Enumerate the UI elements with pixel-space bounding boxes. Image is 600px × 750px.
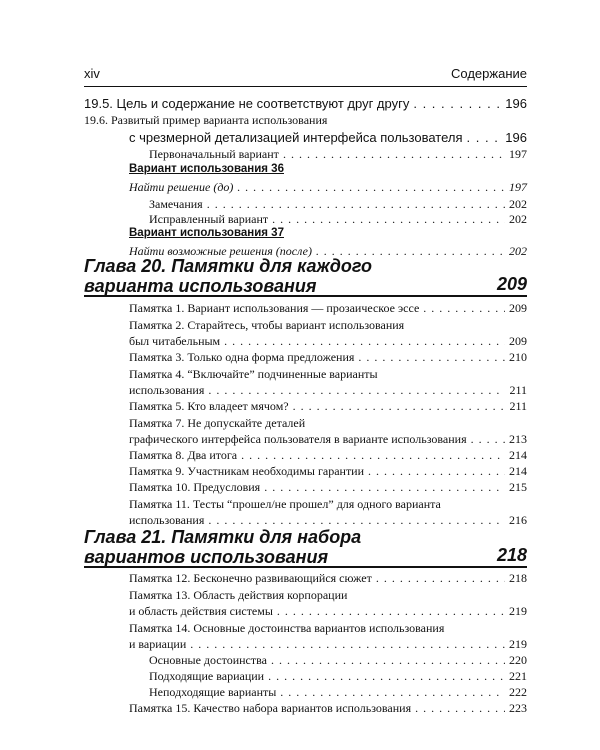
- chapter-20-heading[interactable]: [84, 256, 527, 296]
- variant-37-label: Вариант использования 37: [129, 227, 284, 239]
- toc-entry[interactable]: Памятка 8. Два итога . . . 214: [129, 448, 527, 463]
- toc-entry[interactable]: Памятка 1. Вариант использования — прозаическое эссе . . . 209: [129, 301, 527, 316]
- dot-leader: [241, 448, 505, 463]
- dot-leader: [190, 637, 505, 652]
- dot-leader: [224, 334, 505, 349]
- toc-entry[interactable]: использования . . . 216: [129, 513, 527, 528]
- page-header: [84, 66, 527, 88]
- chapter-divider: [84, 566, 527, 568]
- entry-page: 196: [505, 96, 527, 111]
- toc-entry[interactable]: Памятка 3. Только одна форма предложения . . . 210: [129, 350, 527, 365]
- dot-leader: [208, 383, 505, 398]
- toc-sub-entry[interactable]: Подходящие вариации . . . 221: [149, 669, 527, 684]
- page-number: xiv: [84, 66, 100, 81]
- toc-entry-19-6[interactable]: 19.6. Развитый пример варианта использования: [84, 113, 328, 127]
- dot-leader: [268, 669, 505, 684]
- chapter-title-line: вариантов использования: [84, 547, 329, 567]
- variant-37-title[interactable]: Найти возможные решения (после) . . . 202: [129, 244, 527, 259]
- dot-leader: [413, 96, 501, 111]
- entry-text: 19.5. Цель и содержание не соответствуют друг другу: [84, 96, 410, 111]
- dot-leader: [368, 464, 505, 479]
- toc-entry-line[interactable]: Памятка 2. Старайтесь, чтобы вариант использования: [129, 318, 405, 332]
- chapter-page: 218: [496, 545, 527, 565]
- toc-entry[interactable]: графического интерфейса пользователя в варианте использования . . . 213: [129, 432, 527, 447]
- toc-entry[interactable]: Памятка 9. Участникам необходимы гарантии . . . 214: [129, 464, 527, 479]
- dot-leader: [467, 130, 502, 145]
- toc-sub-entry[interactable]: Основные достоинства . . . 220: [149, 653, 527, 668]
- chapter-title-line: Глава 20. Памятки для каждого: [84, 256, 373, 276]
- dot-leader: [415, 701, 505, 716]
- toc-sub-entry[interactable]: Замечания . . . 202: [149, 197, 527, 212]
- toc-entry-line[interactable]: Памятка 11. Тесты “прошел/не прошел” для одного варианта: [129, 497, 441, 511]
- toc-entry-line[interactable]: Памятка 4. “Включайте” подчиненные варианты: [129, 367, 378, 381]
- toc-entry-19-6-cont[interactable]: [129, 130, 527, 145]
- dot-leader: [208, 513, 505, 528]
- dot-leader: [237, 180, 505, 195]
- dot-leader: [280, 685, 505, 700]
- dot-leader: [272, 212, 505, 227]
- toc-entry[interactable]: и вариации . . . 219: [129, 637, 527, 652]
- toc-entry-line[interactable]: Памятка 13. Область действия корпорации: [129, 588, 348, 602]
- chapter-page: 209: [496, 274, 527, 294]
- variant-36-label: Вариант использования 36: [129, 163, 284, 175]
- toc-entry[interactable]: Памятка 10. Предусловия . . . 215: [129, 480, 527, 495]
- chapter-title-line: варианта использования: [84, 276, 317, 296]
- toc-entry[interactable]: был читабельным . . . 209: [129, 334, 527, 349]
- dot-leader: [293, 399, 506, 414]
- variant-36-title[interactable]: Найти решение (до) . . . 197: [129, 180, 527, 195]
- dot-leader: [264, 480, 505, 495]
- entry-text: с чрезмерной детализацией интерфейса пользователя: [129, 130, 463, 145]
- toc-entry[interactable]: и область действия системы . . . 219: [129, 604, 527, 619]
- dot-leader: [358, 350, 505, 365]
- toc-entry[interactable]: Памятка 15. Качество набора вариантов использования . . . 223: [129, 701, 527, 716]
- toc-entry[interactable]: использования . . . 211: [129, 383, 527, 398]
- dot-leader: [277, 604, 505, 619]
- dot-leader: [271, 653, 505, 668]
- toc-entry-line[interactable]: Памятка 7. Не допускайте деталей: [129, 416, 306, 430]
- toc-entry-line[interactable]: Памятка 14. Основные достоинства вариантов использования: [129, 621, 445, 635]
- header-divider: [84, 86, 527, 87]
- chapter-21-heading[interactable]: [84, 527, 527, 567]
- running-title: Содержание: [451, 66, 527, 81]
- chapter-divider: [84, 295, 527, 297]
- toc-entry[interactable]: Памятка 5. Кто владеет мячом? . . . 211: [129, 399, 527, 414]
- chapter-title-line: Глава 21. Памятки для набора: [84, 527, 362, 547]
- dot-leader: [471, 432, 505, 447]
- toc-sub-entry[interactable]: Первоначальный вариант . . . 197: [149, 147, 527, 162]
- toc-entry[interactable]: Памятка 12. Бесконечно развивающийся сюжет . . . 218: [129, 571, 527, 586]
- entry-page: 196: [505, 130, 527, 145]
- toc-sub-entry[interactable]: Исправленный вариант . . . 202: [149, 212, 527, 227]
- dot-leader: [283, 147, 505, 162]
- toc-sub-entry[interactable]: Неподходящие варианты . . . 222: [149, 685, 527, 700]
- dot-leader: [207, 197, 505, 212]
- dot-leader: [423, 301, 505, 316]
- dot-leader: [376, 571, 505, 586]
- toc-entry-19-5[interactable]: [84, 96, 527, 111]
